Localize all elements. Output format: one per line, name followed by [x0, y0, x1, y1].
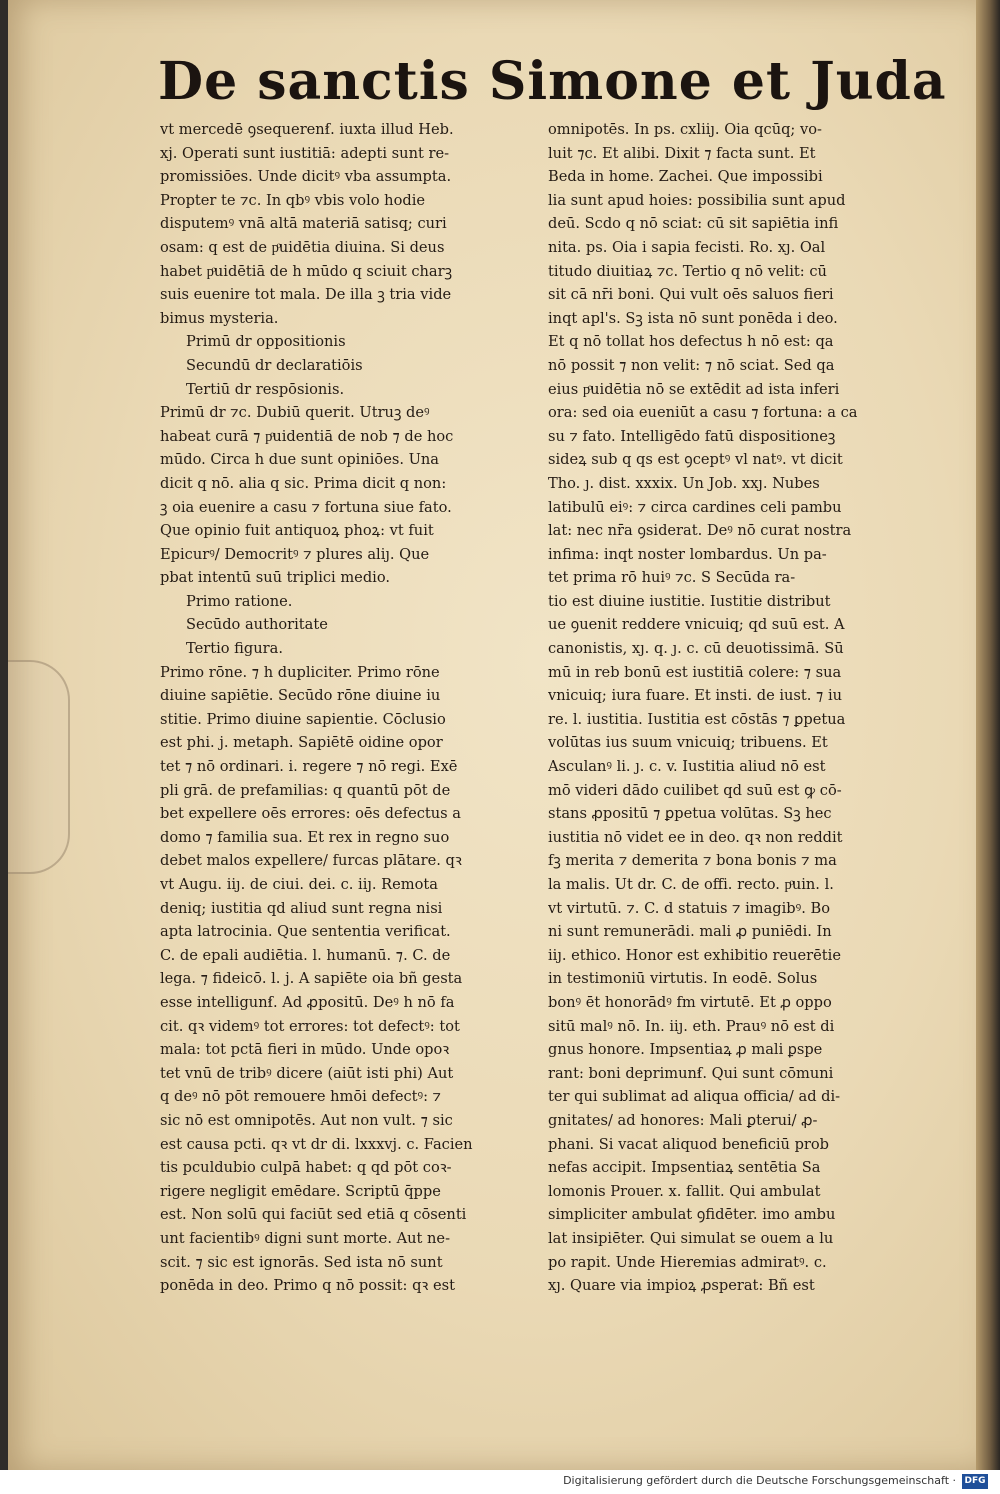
text-line: tet vnū de tribꝰ dicere (aiūt isti phi) Aut — [160, 1064, 454, 1082]
text-line: Primū dr oppositionis — [186, 333, 346, 351]
text-line: ora: sed oia eueniūt a casu ⁊ fortuna: a ca — [548, 404, 858, 422]
text-line: re. l. iustitia. Iustitia est cōstās ⁊ ꝑpetua — [548, 710, 846, 728]
text-line: nō possit ⁊ non velit: ⁊ nō sciat. Sed qa — [548, 356, 835, 374]
text-line: osam: q est de pͦuidētia diuina. Si deus — [160, 238, 445, 256]
text-line: nita. ps. Oia i sapia fecisti. Ro. xȷ. Oal — [548, 238, 826, 256]
text-line: la malis. Ut dr. C. de offi. recto. pͦuin. l. — [548, 876, 834, 893]
text-line: phani. Si vacat aliquod beneficiū prob — [548, 1135, 830, 1153]
text-line: rant: boni deprimunẜ. Qui sunt cōmuni — [548, 1064, 834, 1082]
text-line: q deꝰ nō pōt remouere hmōi defectꝰ: ⁊ — [160, 1088, 442, 1106]
text-line: diuine sapiētie. Secūdo rōne diuine iu — [160, 687, 441, 705]
footer-bar — [0, 1470, 1000, 1494]
text-line: tio est diuine iustitie. Iustitie distribut — [548, 592, 831, 610]
text-line: Tho. ȷ. dist. xxxix. Un Job. xxȷ. Nubes — [548, 474, 820, 492]
text-line: unt facientibꝰ digni sunt morte. Aut ne- — [160, 1229, 451, 1247]
text-line: xj. Operati sunt iustitiā: adepti sunt re- — [160, 144, 450, 162]
text-line: vnicuiq; iura fuare. Et insti. de iust. ⁊ iu — [548, 687, 843, 705]
text-line: Primū dr ⁊c. Dubiū querit. Utruꝫ deꝰ — [160, 404, 430, 422]
text-line: Que opinio fuit antiquoꝝ phoꝝ: vt fuit — [160, 522, 434, 540]
text-line: ꝫ oia euenire a casu ⁊ fortuna siue fato. — [160, 498, 452, 516]
text-line: habeat curā ⁊ pͦuidentiā de nob ⁊ de hoc — [160, 427, 454, 445]
text-line: apta latrocinia. Que sententia verificat. — [160, 923, 451, 941]
text-line: domo ⁊ familia sua. Et rex in regno suo — [160, 828, 450, 846]
text-line: sic nō est omnipotēs. Aut non vult. ⁊ sic — [160, 1111, 453, 1129]
text-line: pli grā. de prefamilias: q quantū pōt de — [160, 781, 451, 799]
text-line: est. Non solū qui faciūt sed etiā q cōsenti — [160, 1206, 467, 1224]
text-line: Primo rōne. ⁊ h dupliciter. Primo rōne — [160, 663, 440, 681]
text-line: po rapit. Unde Hieremias admiratꝰ. c. — [548, 1253, 827, 1271]
text-line: rigere negligit emēdare. Scriptū q̄ppe — [160, 1182, 441, 1200]
text-line: suis euenire tot mala. De illa ꝫ tria vide — [160, 286, 452, 304]
text-line: bonꝰ ēt honorādꝰ fm virtutē. Et ꝓ oppo — [548, 993, 832, 1011]
text-line: inqt apl's. Sꝫ ista nō sunt ponēda i deo. — [548, 309, 838, 327]
text-line: lat insipiēter. Qui simulat se ouem a lu — [548, 1229, 834, 1247]
text-line: fꝫ merita ⁊ demerita ⁊ bona bonis ⁊ ma — [548, 852, 837, 870]
text-line: canonistis, xȷ. q. ȷ. c. cū deuotissimā. Sū — [548, 640, 844, 658]
text-line: mō videri dādo cuilibet qd suū est ꝙ cō- — [548, 781, 842, 799]
text-line: mūdo. Circa h due sunt opiniōes. Una — [160, 451, 440, 469]
text-line: gnus honore. Impsentiaꝝ ꝓ mali ꝑspe — [548, 1041, 823, 1059]
text-line: luit ⁊c. Et alibi. Dixit ⁊ facta sunt. Et — [548, 144, 816, 162]
text-line: ponēda in deo. Primo q nō possit: qꝛ est — [160, 1277, 455, 1295]
text-line: omnipotēs. In ps. cxliiȷ. Oia qcūq; vo- — [548, 121, 822, 138]
text-line: infima: inqt noster lombardus. Un pa- — [548, 545, 827, 563]
dfg-logo: DFG — [962, 1474, 988, 1489]
text-line: habet pͦuidētiā de h mūdo q sciuit charꝫ — [160, 262, 453, 280]
page-title: De sanctis Simone et Juda — [158, 51, 947, 112]
text-line: sitū malꝰ nō. In. iiȷ. eth. Prauꝰ nō est di — [548, 1017, 835, 1035]
text-line: tet prima rō huiꝰ ⁊c. S Secūda ra- — [548, 569, 796, 587]
text-line: cit. qꝛ videmꝰ tot errores: tot defectꝰ: tot — [160, 1017, 460, 1035]
text-line: lia sunt apud hoies: possibilia sunt apud — [548, 191, 846, 209]
text-line: ni sunt remunerādi. mali ꝓ puniēdi. In — [548, 923, 832, 941]
text-line: promissiōes. Unde dicitꝰ vba assumpta. — [160, 168, 452, 186]
text-line: su ⁊ fato. Intelligēdo fatū dispositioneꝫ — [548, 427, 836, 445]
text-line: tis pculdubio culpā habet: q qd pōt coꝛ- — [160, 1159, 452, 1177]
text-line: ter qui sublimat ad aliqua officia/ ad di- — [548, 1088, 841, 1106]
text-line: simpliciter ambulat ꝯfidēter. imo ambu — [548, 1206, 836, 1224]
text-line: lega. ⁊ fideicō. l. j. A sapiēte oia bñ gesta — [160, 970, 463, 988]
text-line: ue ꝯuenit reddere vnicuiq; qd suū est. A — [548, 616, 845, 634]
text-line: Tertiū dr respōsionis. — [186, 380, 345, 398]
text-line: vt mercedē ꝯsequerenẜ. iuxta illud Heb. — [160, 121, 454, 138]
text-line: C. de epali audiētia. l. humanū. ⁊. C. de — [160, 946, 451, 964]
text-line: Et q nō tollat hos defectus h nō est: qa — [548, 333, 834, 351]
text-line: disputemꝰ vnā altā materiā satisq; curi — [160, 215, 447, 233]
book-page — [8, 0, 986, 1470]
text-line: nefas accipit. Impsentiaꝝ sentētia Sa — [548, 1159, 821, 1177]
text-line: in testimoniū virtutis. In eodē. Solus — [548, 970, 818, 988]
text-line: Propter te ⁊c. In qbꝰ vbis volo hodie — [160, 191, 426, 209]
text-line: dicit q nō. alia q sic. Prima dicit q non: — [160, 474, 447, 492]
text-line: esse intelligunẜ. Ad ꝓpositū. Deꝰ h nō fa — [160, 993, 455, 1011]
text-line: iiȷ. ethico. Honor est exhibitio reuerētie — [548, 946, 841, 964]
text-line: est phi. j. metaph. Sapiētē oidine opor — [160, 734, 443, 752]
text-line: debet malos expellere/ furcas plātare. qꝛ — [160, 852, 462, 870]
text-line: Asculanꝰ li. ȷ. c. v. Iustitia aliud nō est — [548, 758, 826, 776]
text-line: lat: nec nr̄a ꝯsiderat. Deꝰ nō curat nostra — [548, 522, 852, 540]
text-line: xȷ. Quare via impioꝝ ꝓsperat: Bñ est — [548, 1277, 815, 1295]
right-text-column — [548, 118, 934, 1298]
text-line: mala: tot pctā fieri in mūdo. Unde opoꝛ — [160, 1041, 450, 1059]
page-clip-mark — [8, 660, 70, 874]
text-line: iustitia nō videt ee in deo. qꝛ non reddit — [548, 828, 843, 846]
text-line: Epicurꝰ/ Democritꝰ ⁊ plures aliȷ. Que — [160, 545, 430, 563]
text-line: Secūdo authoritate — [186, 616, 328, 634]
text-line: vt Augu. iiȷ. de ciui. dei. c. iiȷ. Remota — [160, 876, 438, 893]
text-line: scit. ⁊ sic est ignorās. Sed ista nō sunt — [160, 1253, 443, 1271]
text-line: bimus mysteria. — [160, 309, 279, 327]
left-text-column — [160, 118, 548, 1298]
text-line: bet expellere oēs errores: oēs defectus a — [160, 805, 461, 823]
text-line: gnitates/ ad honores: Mali ꝑterui/ ꝓ- — [548, 1111, 818, 1129]
text-line: eius pͦuidētia nō se extēdit ad ista inferi — [548, 380, 840, 398]
text-line: titudo diuitiaꝝ ⁊c. Tertio q nō velit: cū — [548, 262, 827, 280]
text-line: tet ⁊ nō ordinari. i. regere ⁊ nō regi. Exē — [160, 758, 458, 776]
text-line: Primo ratione. — [186, 592, 293, 610]
text-line: stans ꝓpositū ⁊ ꝑpetua volūtas. Sꝫ hec — [548, 805, 832, 823]
text-line: mū in reb bonū est iustitiā colere: ⁊ sua — [548, 663, 842, 681]
funding-notice: Digitalisierung gefördert durch die Deutsche Forschungsgemeinschaft · — [563, 1474, 956, 1487]
text-line: latibulū eiꝰ: ⁊ circa cardines celi pambu — [548, 498, 842, 516]
text-line: lomonis Prouer. x. fallit. Qui ambulat — [548, 1182, 821, 1200]
text-line: vt virtutū. ⁊. C. d statuis ⁊ imagibꝰ. Bo — [548, 899, 830, 917]
text-line: pbat intentū suū triplici medio. — [160, 569, 391, 587]
book-gutter — [976, 0, 1000, 1470]
text-line: stitie. Primo diuine sapientie. Cōclusio — [160, 710, 446, 728]
text-line: sit cā nr̄i boni. Qui vult oēs saluos fieri — [548, 286, 834, 304]
text-line: est causa pcti. qꝛ vt dr di. lxxxvj. c. Facien — [160, 1135, 473, 1153]
text-line: volūtas ius suum vnicuiq; tribuens. Et — [548, 734, 828, 752]
text-line: Tertio figura. — [186, 640, 283, 658]
text-line: sideꝝ sub q qs est ꝯceptꝰ vl natꝰ. vt dicit — [548, 451, 843, 469]
text-line: deū. Scdo q nō sciat: cū sit sapiētia infi — [548, 215, 839, 233]
text-line: Beda in home. Zachei. Que impossibi — [548, 168, 823, 186]
text-line: Secundū dr declaratiōis — [186, 356, 363, 374]
text-line: deniq; iustitia qd aliud sunt regna nisi — [160, 899, 443, 917]
